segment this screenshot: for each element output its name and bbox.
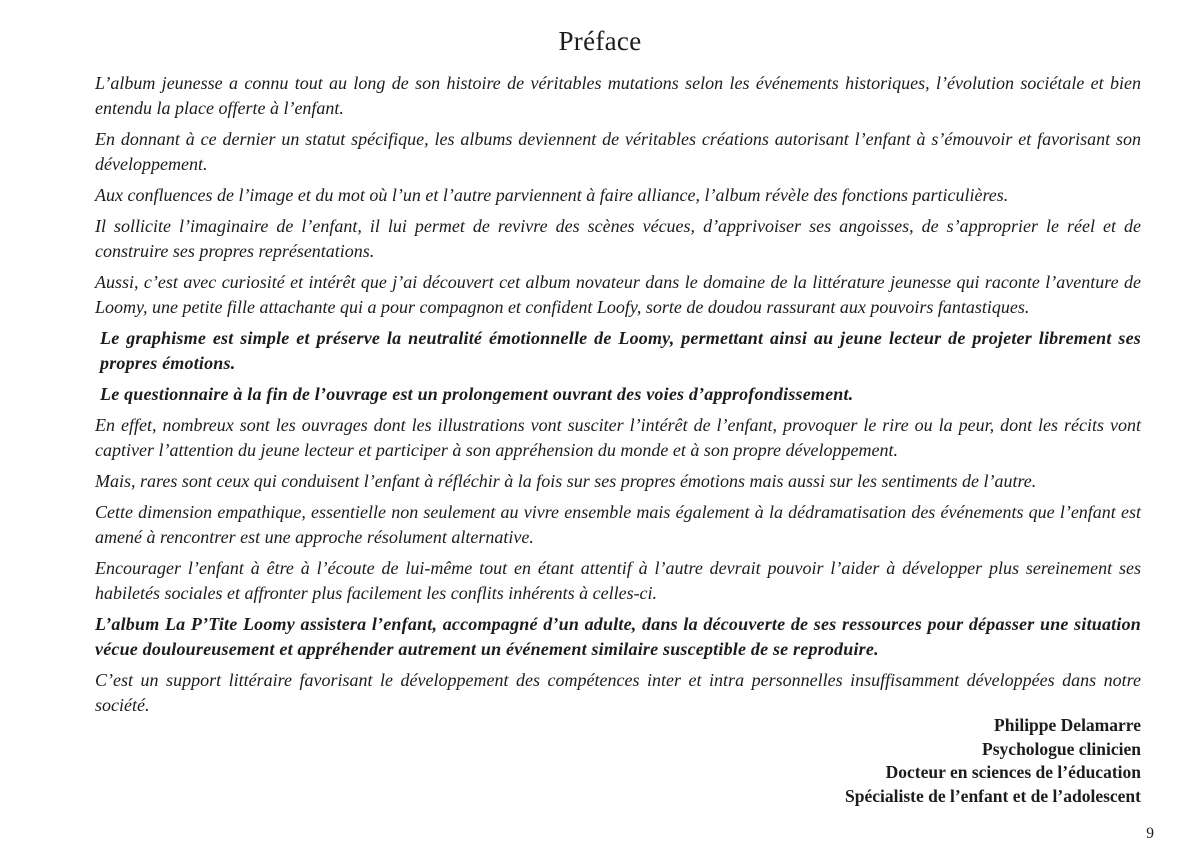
preface-paragraph: Encourager l’enfant à être à l’écoute de lui-même tout en étant attentif à l’autre devrait pouvoir l’aider à développer plus sereinement ses habiletés sociales et affronter plus facilement les conflits inhérents à celles-ci. (95, 558, 1141, 603)
signature-title: Psychologue clinicien (982, 738, 1141, 759)
preface-body (95, 71, 1141, 808)
signature-block (95, 714, 1141, 808)
preface-paragraph: En donnant à ce dernier un statut spécifique, les albums deviennent de véritables créations autorisant l’enfant à s’émouvoir et favorisant son développement. (95, 129, 1141, 174)
page-title: Préface (558, 26, 642, 56)
signature-name: Philippe Delamarre (994, 715, 1141, 735)
preface-paragraph: L’album jeunesse a connu tout au long de son histoire de véritables mutations selon les événements historiques, l’évolution sociétale et bien entendu la place offerte à l’enfant. (95, 73, 1141, 118)
preface-paragraph: En effet, nombreux sont les ouvrages dont les illustrations vont susciter l’intérêt de l’enfant, provoquer le rire ou la peur, dont les récits vont captiver l’attention du jeune lecteur et participer à son appréhension du monde et à son propre développement. (95, 415, 1141, 460)
signature-title: Docteur en sciences de l’éducation (885, 762, 1141, 782)
preface-paragraph: Il sollicite l’imaginaire de l’enfant, il lui permet de revivre des scènes vécues, d’apprivoiser ses angoisses, de s’approprier le réel et de construire ses propres représentations. (95, 216, 1141, 261)
preface-paragraph-emphasis: Le graphisme est simple et préserve la neutralité émotionnelle de Loomy, permettant ainsi au jeune lecteur de projeter librement ses propres émotions. (100, 328, 1141, 373)
preface-paragraph: Cette dimension empathique, essentielle non seulement au vivre ensemble mais également à la dédramatisation des événements que l’enfant est amené à rencontrer est une approche résolument alternative. (95, 502, 1141, 547)
signature-title: Spécialiste de l’enfant et de l’adolescent (845, 785, 1141, 806)
preface-paragraph: Aux confluences de l’image et du mot où l’un et l’autre parviennent à faire alliance, l’album révèle des fonctions particulières. (95, 185, 1009, 205)
page-number: 9 (1146, 825, 1154, 842)
preface-paragraph: C’est un support littéraire favorisant le développement des compétences inter et intra personnelles insuffisamment développées dans notre société. (95, 670, 1141, 715)
preface-paragraph-emphasis: L’album La P’Tite Loomy assistera l’enfant, accompagné d’un adulte, dans la découverte de ses ressources pour dépasser une situation vécue douloureusement et appréhender autrement un événement similaire susceptible de se reproduire. (95, 614, 1141, 659)
preface-paragraph-emphasis: Le questionnaire à la fin de l’ouvrage est un prolongement ouvrant des voies d’approfondissement. (100, 384, 854, 404)
preface-paragraph: Aussi, c’est avec curiosité et intérêt que j’ai découvert cet album novateur dans le domaine de la littérature jeunesse qui raconte l’aventure de Loomy, une petite fille attachante qui a pour compagnon et confident Loofy, sorte de doudou rassurant aux pouvoirs fantastiques. (95, 272, 1141, 317)
preface-paragraph: Mais, rares sont ceux qui conduisent l’enfant à réfléchir à la fois sur ses propres émotions mais aussi sur les sentiments de l’autre. (95, 471, 1037, 491)
